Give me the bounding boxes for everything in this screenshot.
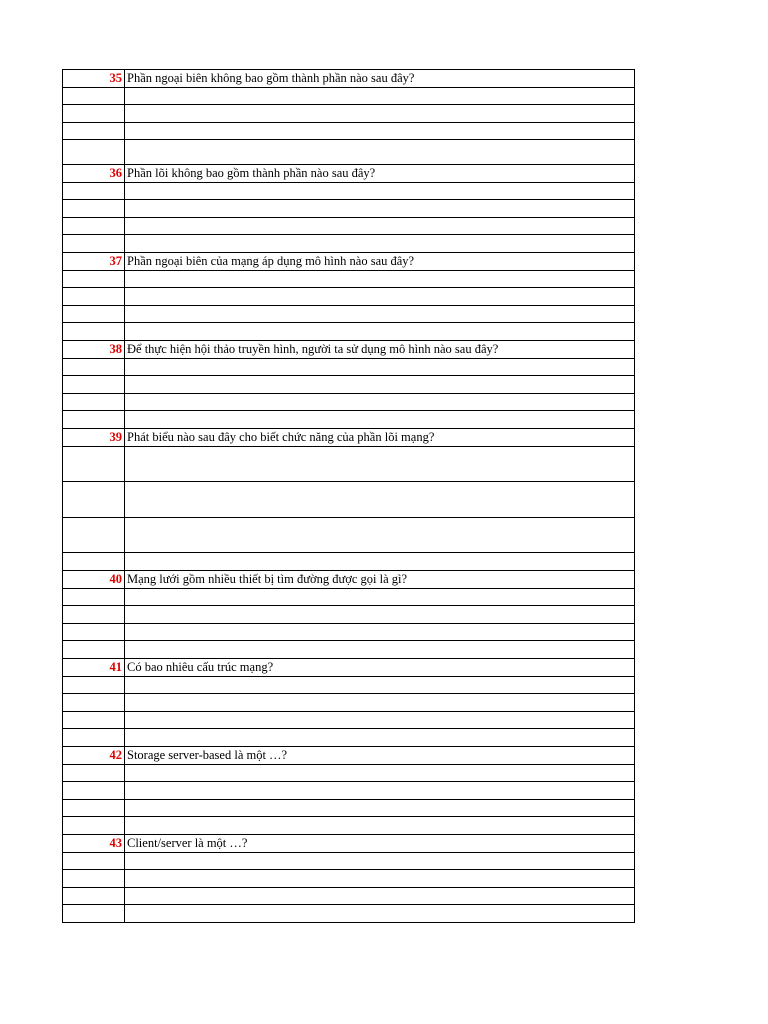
answer-label-cell[interactable] <box>63 817 125 835</box>
answer-label-cell[interactable] <box>63 782 125 800</box>
answer-label-cell[interactable] <box>63 306 125 323</box>
answer-label-cell[interactable] <box>63 729 125 747</box>
answer-label-cell[interactable] <box>63 677 125 694</box>
answer-label-cell[interactable] <box>63 288 125 306</box>
answer-label-cell[interactable] <box>63 218 125 235</box>
answer-text-cell[interactable] <box>125 729 635 747</box>
answer-row <box>63 88 635 105</box>
answer-row <box>63 518 635 553</box>
answer-label-cell[interactable] <box>63 694 125 712</box>
answer-label-cell[interactable] <box>63 553 125 571</box>
answer-label-cell[interactable] <box>63 447 125 482</box>
answer-row <box>63 606 635 624</box>
answer-row <box>63 800 635 817</box>
question-number: 43 <box>63 835 125 853</box>
answer-row <box>63 200 635 218</box>
question-row <box>63 747 635 765</box>
answer-row <box>63 641 635 659</box>
answer-row <box>63 853 635 870</box>
question-number: 40 <box>63 571 125 589</box>
answer-label-cell[interactable] <box>63 200 125 218</box>
answer-text-cell[interactable] <box>125 88 635 105</box>
question-text: Phần ngoại biên của mạng áp dụng mô hình nào sau đây? <box>125 253 635 271</box>
answer-text-cell[interactable] <box>125 235 635 253</box>
answer-text-cell[interactable] <box>125 677 635 694</box>
answer-text-cell[interactable] <box>125 183 635 200</box>
answer-row <box>63 589 635 606</box>
answer-label-cell[interactable] <box>63 905 125 923</box>
answer-row <box>63 235 635 253</box>
answer-text-cell[interactable] <box>125 447 635 482</box>
answer-text-cell[interactable] <box>125 288 635 306</box>
answer-row <box>63 376 635 394</box>
answer-text-cell[interactable] <box>125 140 635 165</box>
answer-text-cell[interactable] <box>125 376 635 394</box>
question-number: 38 <box>63 341 125 359</box>
answer-label-cell[interactable] <box>63 870 125 888</box>
answer-text-cell[interactable] <box>125 853 635 870</box>
answer-label-cell[interactable] <box>63 624 125 641</box>
answer-label-cell[interactable] <box>63 123 125 140</box>
question-row <box>63 341 635 359</box>
answer-text-cell[interactable] <box>125 888 635 905</box>
answer-row <box>63 782 635 800</box>
answer-row <box>63 359 635 376</box>
answer-row <box>63 677 635 694</box>
answer-label-cell[interactable] <box>63 359 125 376</box>
answer-row <box>63 694 635 712</box>
answer-text-cell[interactable] <box>125 482 635 518</box>
answer-text-cell[interactable] <box>125 411 635 429</box>
answer-label-cell[interactable] <box>63 88 125 105</box>
answer-text-cell[interactable] <box>125 870 635 888</box>
answer-row <box>63 765 635 782</box>
answer-label-cell[interactable] <box>63 853 125 870</box>
answer-text-cell[interactable] <box>125 306 635 323</box>
answer-row <box>63 183 635 200</box>
answer-label-cell[interactable] <box>63 411 125 429</box>
question-text: Phần ngoại biên không bao gồm thành phần nào sau đây? <box>125 70 635 88</box>
answer-text-cell[interactable] <box>125 694 635 712</box>
answer-row <box>63 105 635 123</box>
answer-label-cell[interactable] <box>63 235 125 253</box>
answer-label-cell[interactable] <box>63 271 125 288</box>
answer-text-cell[interactable] <box>125 606 635 624</box>
answer-row <box>63 888 635 905</box>
answer-text-cell[interactable] <box>125 394 635 411</box>
answer-row <box>63 306 635 323</box>
question-number: 41 <box>63 659 125 677</box>
answer-row <box>63 123 635 140</box>
question-number: 39 <box>63 429 125 447</box>
question-row <box>63 70 635 88</box>
question-number: 36 <box>63 165 125 183</box>
answer-row <box>63 482 635 518</box>
answer-row <box>63 140 635 165</box>
answer-label-cell[interactable] <box>63 765 125 782</box>
answer-row <box>63 870 635 888</box>
answer-label-cell[interactable] <box>63 641 125 659</box>
question-row <box>63 659 635 677</box>
question-text: Phát biểu nào sau đây cho biết chức năng của phần lõi mạng? <box>125 429 635 447</box>
answer-text-cell[interactable] <box>125 359 635 376</box>
answer-row <box>63 288 635 306</box>
answer-text-cell[interactable] <box>125 800 635 817</box>
answer-label-cell[interactable] <box>63 606 125 624</box>
question-number: 37 <box>63 253 125 271</box>
answer-text-cell[interactable] <box>125 553 635 571</box>
answer-text-cell[interactable] <box>125 765 635 782</box>
question-number: 42 <box>63 747 125 765</box>
answer-label-cell[interactable] <box>63 888 125 905</box>
answer-row <box>63 905 635 923</box>
answer-text-cell[interactable] <box>125 123 635 140</box>
answer-text-cell[interactable] <box>125 518 635 553</box>
answer-text-cell[interactable] <box>125 712 635 729</box>
question-row <box>63 429 635 447</box>
answer-row <box>63 712 635 729</box>
answer-label-cell[interactable] <box>63 376 125 394</box>
answer-text-cell[interactable] <box>125 218 635 235</box>
answer-text-cell[interactable] <box>125 589 635 606</box>
answer-label-cell[interactable] <box>63 482 125 518</box>
answer-row <box>63 624 635 641</box>
answer-row <box>63 394 635 411</box>
question-row <box>63 165 635 183</box>
answer-text-cell[interactable] <box>125 105 635 123</box>
question-text: Để thực hiện hội thảo truyền hình, người ta sử dụng mô hình nào sau đây? <box>125 341 635 359</box>
answer-label-cell[interactable] <box>63 183 125 200</box>
question-row <box>63 571 635 589</box>
answer-row <box>63 218 635 235</box>
answer-row <box>63 729 635 747</box>
answer-row <box>63 323 635 341</box>
question-row <box>63 835 635 853</box>
answer-text-cell[interactable] <box>125 323 635 341</box>
answer-label-cell[interactable] <box>63 800 125 817</box>
question-text: Client/server là một …? <box>125 835 635 853</box>
answer-text-cell[interactable] <box>125 905 635 923</box>
question-text: Mạng lưới gồm nhiều thiết bị tìm đường được gọi là gì? <box>125 571 635 589</box>
question-text: Có bao nhiêu cấu trúc mạng? <box>125 659 635 677</box>
answer-text-cell[interactable] <box>125 624 635 641</box>
answer-row <box>63 411 635 429</box>
answer-row <box>63 447 635 482</box>
question-sheet-table <box>62 69 635 923</box>
answer-row <box>63 271 635 288</box>
question-row <box>63 253 635 271</box>
answer-text-cell[interactable] <box>125 200 635 218</box>
answer-label-cell[interactable] <box>63 589 125 606</box>
answer-text-cell[interactable] <box>125 782 635 800</box>
answer-text-cell[interactable] <box>125 271 635 288</box>
answer-label-cell[interactable] <box>63 394 125 411</box>
answer-label-cell[interactable] <box>63 140 125 165</box>
answer-label-cell[interactable] <box>63 105 125 123</box>
answer-text-cell[interactable] <box>125 817 635 835</box>
answer-row <box>63 817 635 835</box>
answer-label-cell[interactable] <box>63 518 125 553</box>
question-sheet-body <box>63 70 635 923</box>
answer-row <box>63 553 635 571</box>
question-text: Phần lõi không bao gồm thành phần nào sau đây? <box>125 165 635 183</box>
question-number: 35 <box>63 70 125 88</box>
answer-label-cell[interactable] <box>63 323 125 341</box>
answer-text-cell[interactable] <box>125 641 635 659</box>
answer-label-cell[interactable] <box>63 712 125 729</box>
question-text: Storage server-based là một …? <box>125 747 635 765</box>
